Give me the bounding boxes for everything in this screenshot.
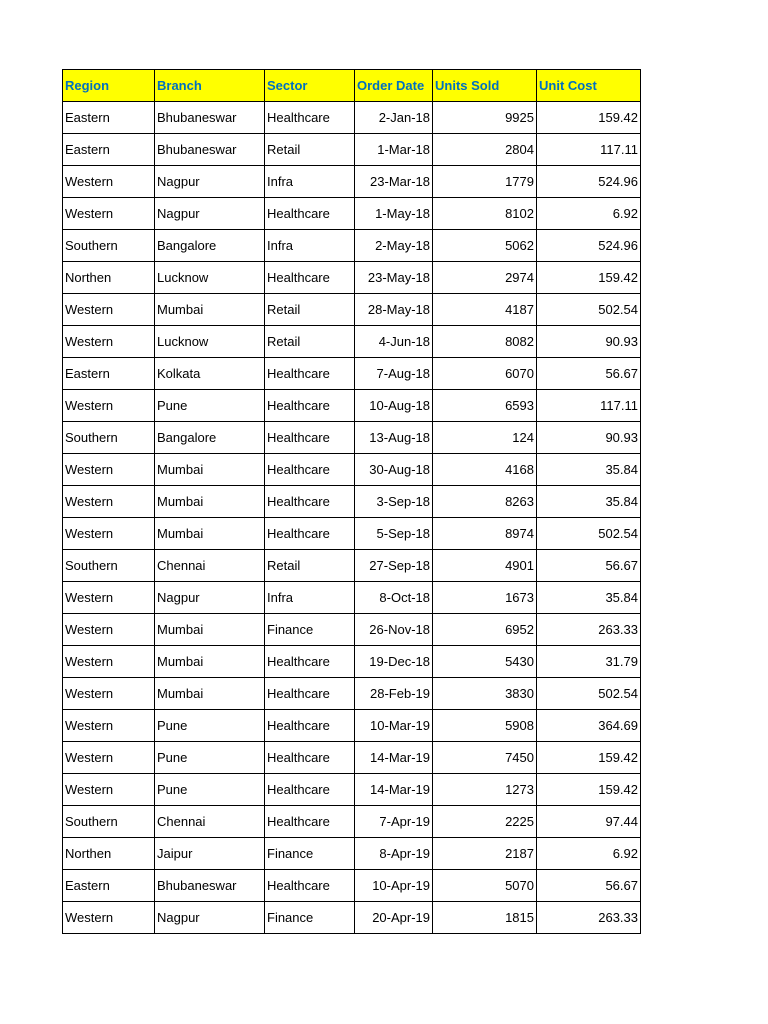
unit-cost-cell[interactable]: 6.92 xyxy=(537,198,641,230)
sector-cell[interactable]: Finance xyxy=(265,614,355,646)
header-unit-cost[interactable]: Unit Cost xyxy=(537,70,641,102)
region-cell[interactable]: Western xyxy=(63,454,155,486)
order-date-cell[interactable]: 23-Mar-18 xyxy=(355,166,433,198)
units-sold-cell[interactable]: 1273 xyxy=(433,774,537,806)
region-cell[interactable]: Western xyxy=(63,614,155,646)
sector-cell[interactable]: Infra xyxy=(265,166,355,198)
units-sold-cell[interactable]: 124 xyxy=(433,422,537,454)
sector-cell[interactable]: Healthcare xyxy=(265,870,355,902)
branch-cell[interactable]: Bangalore xyxy=(155,422,265,454)
region-cell[interactable]: Southern xyxy=(63,806,155,838)
units-sold-cell[interactable]: 8082 xyxy=(433,326,537,358)
sector-cell[interactable]: Healthcare xyxy=(265,678,355,710)
units-sold-cell[interactable]: 5908 xyxy=(433,710,537,742)
unit-cost-cell[interactable]: 159.42 xyxy=(537,102,641,134)
order-date-cell[interactable]: 5-Sep-18 xyxy=(355,518,433,550)
branch-cell[interactable]: Kolkata xyxy=(155,358,265,390)
sector-cell[interactable]: Infra xyxy=(265,582,355,614)
region-cell[interactable]: Eastern xyxy=(63,870,155,902)
sector-cell[interactable]: Healthcare xyxy=(265,518,355,550)
unit-cost-cell[interactable]: 263.33 xyxy=(537,902,641,934)
unit-cost-cell[interactable]: 97.44 xyxy=(537,806,641,838)
unit-cost-cell[interactable]: 502.54 xyxy=(537,518,641,550)
table-row xyxy=(63,838,641,870)
branch-cell[interactable]: Pune xyxy=(155,710,265,742)
units-sold-cell[interactable]: 5062 xyxy=(433,230,537,262)
table-row xyxy=(63,262,641,294)
units-sold-cell[interactable]: 8263 xyxy=(433,486,537,518)
region-cell[interactable]: Northen xyxy=(63,262,155,294)
units-sold-cell[interactable]: 9925 xyxy=(433,102,537,134)
sector-cell[interactable]: Healthcare xyxy=(265,390,355,422)
region-cell[interactable]: Southern xyxy=(63,230,155,262)
sector-cell[interactable]: Retail xyxy=(265,294,355,326)
order-date-cell[interactable]: 27-Sep-18 xyxy=(355,550,433,582)
units-sold-cell[interactable]: 2187 xyxy=(433,838,537,870)
branch-cell[interactable]: Mumbai xyxy=(155,454,265,486)
region-cell[interactable]: Western xyxy=(63,166,155,198)
unit-cost-cell[interactable]: 90.93 xyxy=(537,326,641,358)
table-row xyxy=(63,166,641,198)
units-sold-cell[interactable]: 5070 xyxy=(433,870,537,902)
region-cell[interactable]: Western xyxy=(63,486,155,518)
branch-cell[interactable]: Mumbai xyxy=(155,678,265,710)
table-row xyxy=(63,870,641,902)
region-cell[interactable]: Western xyxy=(63,774,155,806)
region-cell[interactable]: Western xyxy=(63,742,155,774)
order-date-cell[interactable]: 7-Aug-18 xyxy=(355,358,433,390)
unit-cost-cell[interactable]: 263.33 xyxy=(537,614,641,646)
sector-cell[interactable]: Infra xyxy=(265,230,355,262)
region-cell[interactable]: Western xyxy=(63,198,155,230)
region-cell[interactable]: Northen xyxy=(63,838,155,870)
units-sold-cell[interactable]: 2225 xyxy=(433,806,537,838)
branch-cell[interactable]: Pune xyxy=(155,774,265,806)
table-row xyxy=(63,230,641,262)
table-row xyxy=(63,774,641,806)
table-row xyxy=(63,390,641,422)
branch-cell[interactable]: Mumbai xyxy=(155,614,265,646)
table-row xyxy=(63,518,641,550)
branch-cell[interactable]: Nagpur xyxy=(155,902,265,934)
order-date-cell[interactable]: 28-Feb-19 xyxy=(355,678,433,710)
order-date-cell[interactable]: 26-Nov-18 xyxy=(355,614,433,646)
branch-cell[interactable]: Bangalore xyxy=(155,230,265,262)
units-sold-cell[interactable]: 1673 xyxy=(433,582,537,614)
sector-cell[interactable]: Retail xyxy=(265,550,355,582)
unit-cost-cell[interactable]: 502.54 xyxy=(537,678,641,710)
units-sold-cell[interactable]: 1779 xyxy=(433,166,537,198)
order-date-cell[interactable]: 14-Mar-19 xyxy=(355,742,433,774)
table-row xyxy=(63,134,641,166)
order-date-cell[interactable]: 2-May-18 xyxy=(355,230,433,262)
header-branch[interactable]: Branch xyxy=(155,70,265,102)
unit-cost-cell[interactable]: 35.84 xyxy=(537,454,641,486)
sector-cell[interactable]: Healthcare xyxy=(265,742,355,774)
unit-cost-cell[interactable]: 117.11 xyxy=(537,390,641,422)
sector-cell[interactable]: Retail xyxy=(265,134,355,166)
units-sold-cell[interactable]: 6070 xyxy=(433,358,537,390)
region-cell[interactable]: Western xyxy=(63,710,155,742)
unit-cost-cell[interactable]: 524.96 xyxy=(537,166,641,198)
unit-cost-cell[interactable]: 524.96 xyxy=(537,230,641,262)
unit-cost-cell[interactable]: 90.93 xyxy=(537,422,641,454)
units-sold-cell[interactable]: 1815 xyxy=(433,902,537,934)
branch-cell[interactable]: Chennai xyxy=(155,806,265,838)
order-date-cell[interactable]: 1-May-18 xyxy=(355,198,433,230)
header-row xyxy=(63,70,641,102)
branch-cell[interactable]: Lucknow xyxy=(155,262,265,294)
order-date-cell[interactable]: 14-Mar-19 xyxy=(355,774,433,806)
units-sold-cell[interactable]: 8102 xyxy=(433,198,537,230)
unit-cost-cell[interactable]: 159.42 xyxy=(537,774,641,806)
header-region[interactable]: Region xyxy=(63,70,155,102)
order-date-cell[interactable]: 8-Oct-18 xyxy=(355,582,433,614)
table-row xyxy=(63,358,641,390)
order-date-cell[interactable]: 1-Mar-18 xyxy=(355,134,433,166)
header-sector[interactable]: Sector xyxy=(265,70,355,102)
sector-cell[interactable]: Healthcare xyxy=(265,486,355,518)
order-date-cell[interactable]: 30-Aug-18 xyxy=(355,454,433,486)
table-row xyxy=(63,582,641,614)
table-row xyxy=(63,294,641,326)
sector-cell[interactable]: Healthcare xyxy=(265,710,355,742)
order-date-cell[interactable]: 23-May-18 xyxy=(355,262,433,294)
table-row xyxy=(63,422,641,454)
units-sold-cell[interactable]: 5430 xyxy=(433,646,537,678)
unit-cost-cell[interactable]: 35.84 xyxy=(537,582,641,614)
unit-cost-cell[interactable]: 56.67 xyxy=(537,550,641,582)
order-date-cell[interactable]: 10-Mar-19 xyxy=(355,710,433,742)
units-sold-cell[interactable]: 7450 xyxy=(433,742,537,774)
table-row xyxy=(63,646,641,678)
table-body xyxy=(63,102,641,934)
branch-cell[interactable]: Pune xyxy=(155,742,265,774)
region-cell[interactable]: Eastern xyxy=(63,134,155,166)
table-row xyxy=(63,806,641,838)
unit-cost-cell[interactable]: 31.79 xyxy=(537,646,641,678)
table-row xyxy=(63,678,641,710)
branch-cell[interactable]: Nagpur xyxy=(155,166,265,198)
region-cell[interactable]: Southern xyxy=(63,422,155,454)
order-date-cell[interactable]: 10-Apr-19 xyxy=(355,870,433,902)
table-row xyxy=(63,486,641,518)
branch-cell[interactable]: Bhubaneswar xyxy=(155,102,265,134)
branch-cell[interactable]: Pune xyxy=(155,390,265,422)
branch-cell[interactable]: Bhubaneswar xyxy=(155,870,265,902)
order-date-cell[interactable]: 3-Sep-18 xyxy=(355,486,433,518)
units-sold-cell[interactable]: 4187 xyxy=(433,294,537,326)
order-date-cell[interactable]: 8-Apr-19 xyxy=(355,838,433,870)
unit-cost-cell[interactable]: 117.11 xyxy=(537,134,641,166)
units-sold-cell[interactable]: 6593 xyxy=(433,390,537,422)
order-date-cell[interactable]: 2-Jan-18 xyxy=(355,102,433,134)
units-sold-cell[interactable]: 4901 xyxy=(433,550,537,582)
table-row xyxy=(63,198,641,230)
region-cell[interactable]: Western xyxy=(63,518,155,550)
header-units-sold[interactable]: Units Sold xyxy=(433,70,537,102)
sector-cell[interactable]: Healthcare xyxy=(265,454,355,486)
units-sold-cell[interactable]: 2804 xyxy=(433,134,537,166)
sector-cell[interactable]: Healthcare xyxy=(265,806,355,838)
unit-cost-cell[interactable]: 56.67 xyxy=(537,870,641,902)
region-cell[interactable]: Western xyxy=(63,646,155,678)
sector-cell[interactable]: Healthcare xyxy=(265,774,355,806)
sales-table xyxy=(62,69,641,934)
sector-cell[interactable]: Retail xyxy=(265,326,355,358)
sector-cell[interactable]: Finance xyxy=(265,838,355,870)
branch-cell[interactable]: Lucknow xyxy=(155,326,265,358)
units-sold-cell[interactable]: 4168 xyxy=(433,454,537,486)
table-row xyxy=(63,710,641,742)
region-cell[interactable]: Western xyxy=(63,678,155,710)
table-row xyxy=(63,102,641,134)
unit-cost-cell[interactable]: 502.54 xyxy=(537,294,641,326)
branch-cell[interactable]: Bhubaneswar xyxy=(155,134,265,166)
sector-cell[interactable]: Healthcare xyxy=(265,198,355,230)
table-row xyxy=(63,326,641,358)
table-row xyxy=(63,614,641,646)
table-row xyxy=(63,454,641,486)
branch-cell[interactable]: Mumbai xyxy=(155,294,265,326)
order-date-cell[interactable]: 28-May-18 xyxy=(355,294,433,326)
header-order-date[interactable]: Order Date xyxy=(355,70,433,102)
branch-cell[interactable]: Chennai xyxy=(155,550,265,582)
unit-cost-cell[interactable]: 6.92 xyxy=(537,838,641,870)
sector-cell[interactable]: Healthcare xyxy=(265,102,355,134)
region-cell[interactable]: Southern xyxy=(63,550,155,582)
region-cell[interactable]: Western xyxy=(63,326,155,358)
units-sold-cell[interactable]: 6952 xyxy=(433,614,537,646)
order-date-cell[interactable]: 19-Dec-18 xyxy=(355,646,433,678)
branch-cell[interactable]: Mumbai xyxy=(155,518,265,550)
region-cell[interactable]: Western xyxy=(63,390,155,422)
sector-cell[interactable]: Healthcare xyxy=(265,262,355,294)
order-date-cell[interactable]: 10-Aug-18 xyxy=(355,390,433,422)
table-row xyxy=(63,742,641,774)
branch-cell[interactable]: Jaipur xyxy=(155,838,265,870)
region-cell[interactable]: Western xyxy=(63,294,155,326)
branch-cell[interactable]: Nagpur xyxy=(155,582,265,614)
units-sold-cell[interactable]: 2974 xyxy=(433,262,537,294)
sector-cell[interactable]: Healthcare xyxy=(265,422,355,454)
table-row xyxy=(63,902,641,934)
table-row xyxy=(63,550,641,582)
region-cell[interactable]: Eastern xyxy=(63,358,155,390)
unit-cost-cell[interactable]: 56.67 xyxy=(537,358,641,390)
order-date-cell[interactable]: 4-Jun-18 xyxy=(355,326,433,358)
region-cell[interactable]: Western xyxy=(63,582,155,614)
units-sold-cell[interactable]: 8974 xyxy=(433,518,537,550)
branch-cell[interactable]: Nagpur xyxy=(155,198,265,230)
branch-cell[interactable]: Mumbai xyxy=(155,486,265,518)
order-date-cell[interactable]: 7-Apr-19 xyxy=(355,806,433,838)
unit-cost-cell[interactable]: 159.42 xyxy=(537,262,641,294)
order-date-cell[interactable]: 20-Apr-19 xyxy=(355,902,433,934)
order-date-cell[interactable]: 13-Aug-18 xyxy=(355,422,433,454)
sector-cell[interactable]: Finance xyxy=(265,902,355,934)
sector-cell[interactable]: Healthcare xyxy=(265,358,355,390)
sector-cell[interactable]: Healthcare xyxy=(265,646,355,678)
unit-cost-cell[interactable]: 159.42 xyxy=(537,742,641,774)
region-cell[interactable]: Eastern xyxy=(63,102,155,134)
unit-cost-cell[interactable]: 35.84 xyxy=(537,486,641,518)
unit-cost-cell[interactable]: 364.69 xyxy=(537,710,641,742)
units-sold-cell[interactable]: 3830 xyxy=(433,678,537,710)
region-cell[interactable]: Western xyxy=(63,902,155,934)
branch-cell[interactable]: Mumbai xyxy=(155,646,265,678)
